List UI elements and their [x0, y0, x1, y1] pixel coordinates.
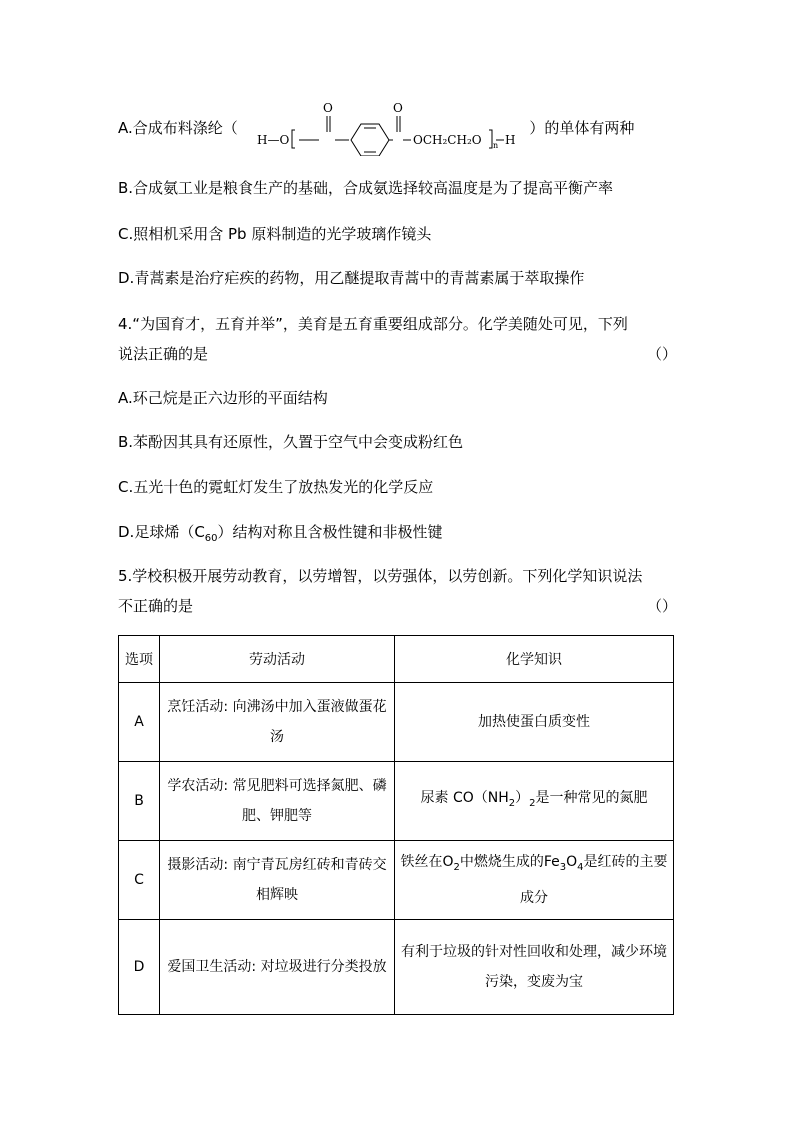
row-c-activity: 摄影活动: 南宁青瓦房红砖和青砖交相辉映 [160, 841, 395, 920]
q5-answer-bracket: （） [647, 597, 678, 615]
q3-option-d: D.青蒿素是治疗疟疾的药物，用乙醚提取青蒿中的青蒿素属于萃取操作 [118, 269, 585, 287]
header-option: 选项 [119, 636, 160, 683]
q4-option-d-sub: 60 [204, 533, 218, 544]
structure-right: OCH₂CH₂O [413, 133, 482, 147]
q4-option-d-pre: D.足球烯（C [118, 523, 205, 541]
q3-option-c: C.照相机采用含 Pb 原料制造的光学玻璃作镜头 [118, 225, 432, 243]
q3-option-a-prefix: A.合成布料涤纶（ [118, 119, 238, 137]
row-d-knowledge: 有利于垃圾的针对性回收和处理，减少环境污染，变废为宝 [395, 920, 674, 1015]
q5-table [118, 635, 674, 1015]
row-d-option: D [119, 920, 160, 1015]
q4-option-c: C.五光十色的霓虹灯发生了放热发光的化学反应 [118, 478, 434, 496]
q4-option-d [118, 522, 443, 549]
q3-option-a-suffix: ）的单体有两种 [529, 119, 635, 137]
q4-option-b: B.苯酚因其具有还原性，久置于空气中会变成粉红色 [118, 433, 464, 451]
table-row [119, 683, 674, 762]
row-b-activity: 学农活动: 常见肥料可选择氮肥、磷肥、钾肥等 [160, 762, 395, 841]
row-b-option: B [119, 762, 160, 841]
row-c-option: C [119, 841, 160, 920]
table-row [119, 762, 674, 841]
header-knowledge: 化学知识 [395, 636, 674, 683]
table-row [119, 920, 674, 1015]
row-a-activity: 烹饪活动: 向沸汤中加入蛋液做蛋花汤 [160, 683, 395, 762]
q4-stem-line2: 说法正确的是 [118, 345, 209, 363]
table-row [119, 841, 674, 920]
q4-option-d-post: ）结构对称且含极性键和非极性键 [217, 523, 443, 541]
row-a-option: A [119, 683, 160, 762]
row-d-activity: 爱国卫生活动: 对垃圾进行分类投放 [160, 920, 395, 1015]
polyester-structure [255, 100, 535, 156]
structure-h: H [505, 133, 516, 147]
q3-option-b: B.合成氨工业是粮食生产的基础，合成氨选择较高温度是为了提高平衡产率 [118, 179, 614, 197]
structure-o1: O [323, 101, 333, 115]
row-c-knowledge: 铁丝在$O_2$中燃烧生成的$Fe_3O_4$是红砖的主要成分 [395, 841, 674, 920]
q4-answer-bracket: （） [647, 345, 678, 363]
q5-stem-line2: 不正确的是 [118, 597, 194, 615]
structure-n: n [493, 141, 499, 150]
row-b-knowledge: 尿素 $CO(NH_2)_2$是一种常见的氮肥 [395, 762, 674, 841]
structure-o2: O [393, 101, 403, 115]
structure-left: H—O [257, 133, 290, 147]
q5-stem-line1: 5.学校积极开展劳动教育，以劳增智，以劳强体，以劳创新。下列化学知识说法 [118, 567, 643, 585]
q4-option-a: A.环己烷是正六边形的平面结构 [118, 389, 328, 407]
header-activity: 劳动活动 [160, 636, 395, 683]
row-a-knowledge: 加热使蛋白质变性 [395, 683, 674, 762]
q4-stem-line1: 4.“为国育才，五育并举”，美育是五育重要组成部分。化学美随处可见，下列 [118, 315, 628, 333]
